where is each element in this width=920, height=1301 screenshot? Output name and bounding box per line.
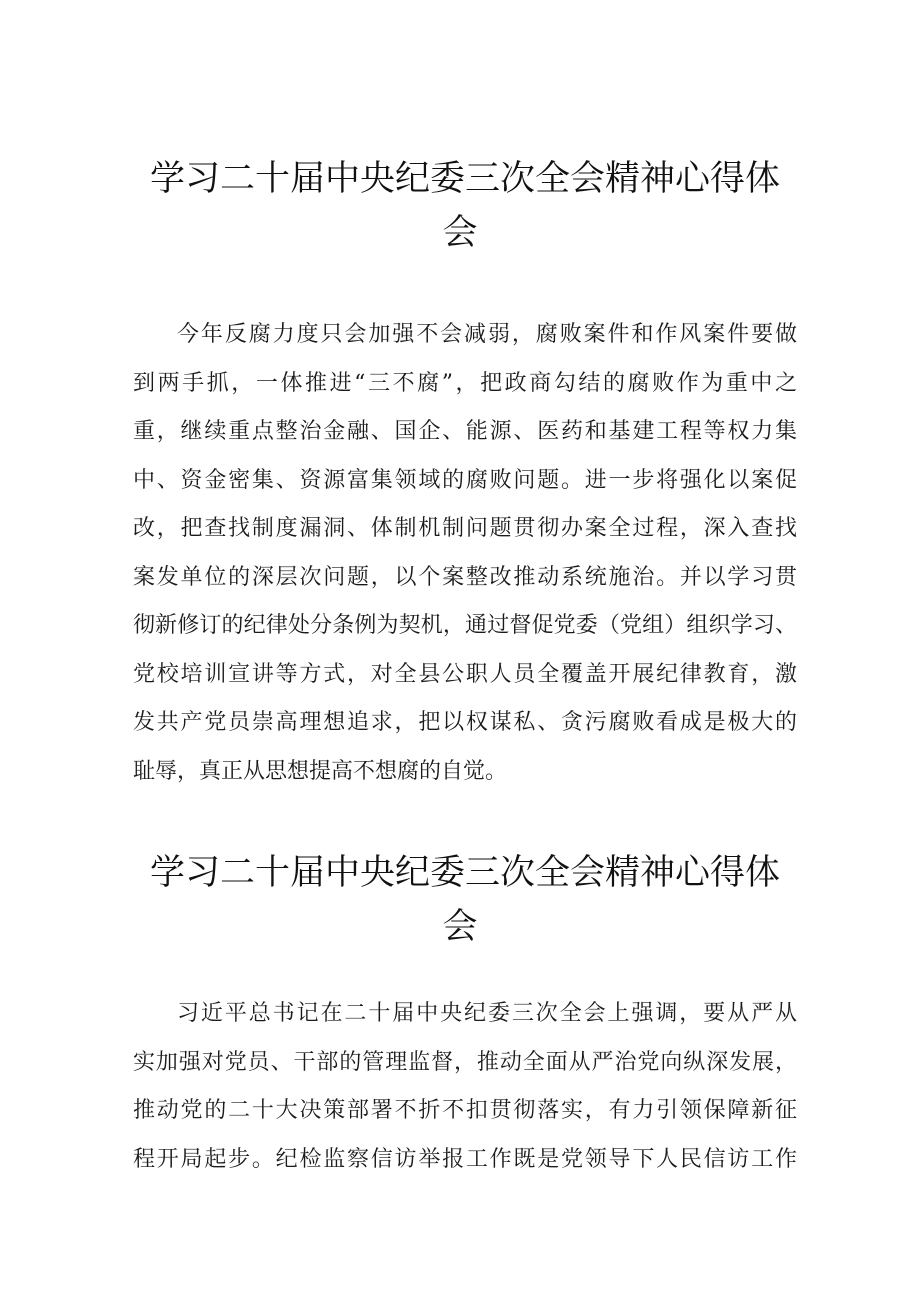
paragraph-line: 耻辱，真正从思想提高不想腐的自觉。 bbox=[133, 758, 508, 784]
paragraph-line: 重，继续重点整治金融、国企、能源、医药和基建工程等权力集 bbox=[133, 419, 797, 444]
paragraph-line: 改，把查找制度漏洞、体制机制问题贯彻办案全过程，深入查找 bbox=[133, 516, 797, 541]
section-2-paragraph bbox=[133, 990, 797, 1184]
title-line: 会 bbox=[442, 907, 478, 947]
paragraph-line: 案发单位的深层次问题，以个案整改推动系统施治。并以学习贯 bbox=[133, 564, 797, 590]
paragraph-line: 到两手抓，一体推进“三不腐”，把政商勾结的腐败作为重中之 bbox=[133, 370, 797, 396]
section-1-paragraph bbox=[133, 311, 797, 796]
paragraph-line: 党校培训宣讲等方式，对全县公职人员全覆盖开展纪律教育，激 bbox=[133, 661, 797, 687]
paragraph-line: 习近平总书记在二十届中央纪委三次全会上强调，要从严从 bbox=[177, 1001, 797, 1026]
paragraph-line: 推动党的二十大决策部署不折不扣贯彻落实，有力引领保障新征 bbox=[133, 1098, 797, 1123]
paragraph-line: 中、资金密集、资源富集领域的腐败问题。进一步将强化以案促 bbox=[133, 467, 797, 493]
paragraph-line: 今年反腐力度只会加强不会减弱，腐败案件和作风案件要做 bbox=[177, 322, 797, 347]
section-2-title bbox=[150, 846, 781, 954]
title-line: 学习二十届中央纪委三次全会精神心得体 bbox=[150, 853, 781, 893]
title-line: 会 bbox=[442, 213, 478, 253]
paragraph-line: 彻新修订的纪律处分条例为契机，通过督促党委（党组）组织学习、 bbox=[133, 613, 797, 638]
paragraph-line: 实加强对党员、干部的管理监督，推动全面从严治党向纵深发展， bbox=[133, 1049, 797, 1075]
paragraph-line: 发共产党员崇高理想追求，把以权谋私、贪污腐败看成是极大的 bbox=[133, 710, 797, 735]
paragraph-line: 程开局起步。纪检监察信访举报工作既是党领导下人民信访工作 bbox=[133, 1146, 797, 1172]
section-1-title bbox=[150, 152, 781, 260]
title-line: 学习二十届中央纪委三次全会精神心得体 bbox=[150, 159, 781, 199]
